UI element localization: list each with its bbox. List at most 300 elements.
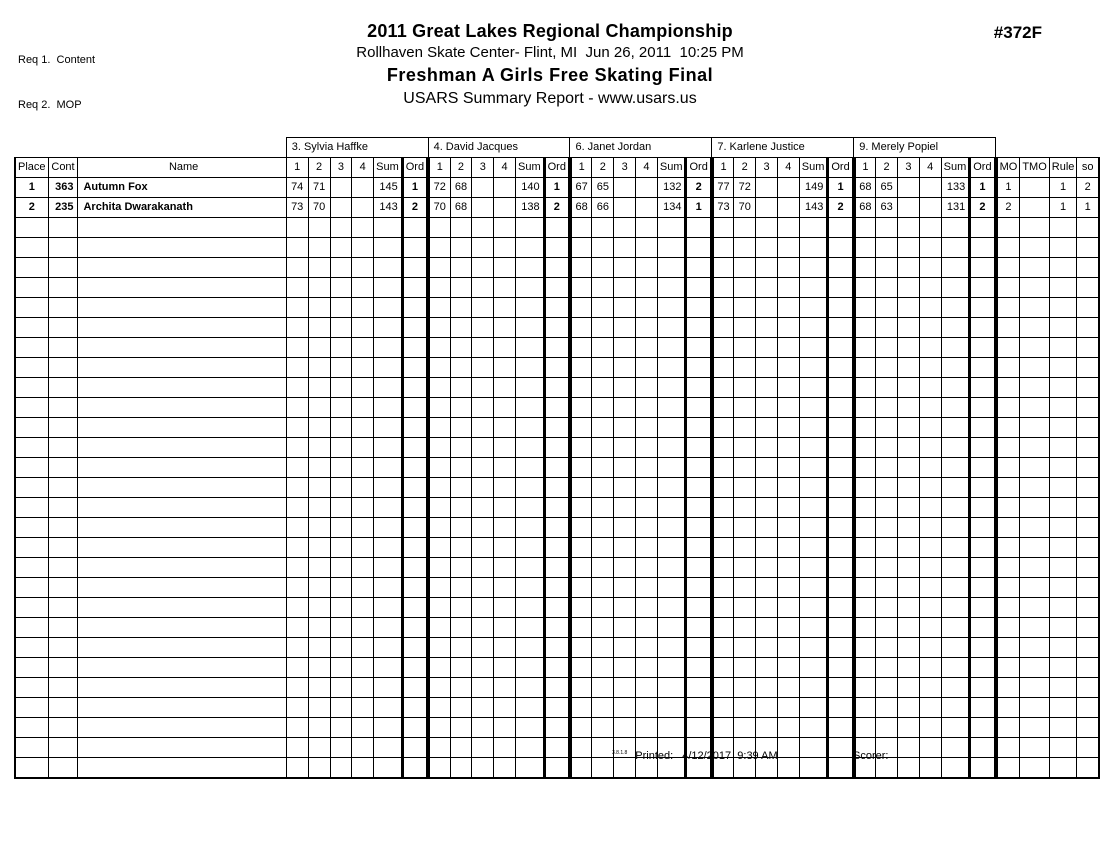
ordinal-cell (402, 258, 428, 278)
mark-cell (636, 318, 658, 338)
sum-cell (515, 718, 544, 738)
mark-cell (734, 578, 756, 598)
skater-name-cell (78, 258, 286, 278)
mark-cell (614, 298, 636, 318)
place-cell (15, 238, 48, 258)
mo-cell (996, 738, 1020, 758)
sum-cell: 149 (799, 178, 828, 198)
ordinal-cell (970, 538, 996, 558)
mark-cell (919, 478, 941, 498)
ordinal-cell (686, 458, 712, 478)
mark-cell (854, 438, 876, 458)
sum-cell (657, 238, 686, 258)
mark-cell (854, 278, 876, 298)
col-header-judge1-ord: Ord (402, 158, 428, 178)
mark-cell (636, 338, 658, 358)
sum-cell: 140 (515, 178, 544, 198)
so-cell (1077, 338, 1099, 358)
mark-cell (614, 678, 636, 698)
col-header-judge2-sum: Sum (515, 158, 544, 178)
mark-cell (636, 578, 658, 598)
skater-name-cell (78, 318, 286, 338)
mark-cell (712, 718, 734, 738)
mark-cell (734, 558, 756, 578)
so-cell (1077, 638, 1099, 658)
mark-cell (777, 258, 799, 278)
mark-cell (352, 678, 374, 698)
score-table (14, 137, 1100, 779)
mark-cell (876, 558, 898, 578)
mark-cell (592, 598, 614, 618)
mark-cell (854, 378, 876, 398)
sum-cell (515, 258, 544, 278)
judge-name-header-4: 7. Karlene Justice (712, 138, 854, 158)
sum-cell (374, 278, 403, 298)
mark-cell (734, 518, 756, 538)
skater-name-cell (78, 618, 286, 638)
mark-cell (756, 478, 778, 498)
mark-cell (570, 498, 592, 518)
mark-cell (428, 698, 450, 718)
sum-cell (799, 358, 828, 378)
sum-cell (515, 238, 544, 258)
ordinal-cell (970, 498, 996, 518)
so-cell (1077, 498, 1099, 518)
tmo-cell (1020, 638, 1049, 658)
mark-cell (919, 538, 941, 558)
sum-cell (657, 418, 686, 438)
ordinal-cell (686, 398, 712, 418)
mark-cell (494, 198, 516, 218)
ordinal-cell (828, 398, 854, 418)
mark-cell (450, 438, 472, 458)
report-type-line: USARS Summary Report - www.usars.us (403, 90, 697, 107)
contestant-number-cell (48, 618, 78, 638)
sum-cell (941, 438, 970, 458)
mark-cell (472, 378, 494, 398)
ordinal-cell (544, 598, 570, 618)
table-row (15, 178, 1099, 198)
ordinal-cell (970, 338, 996, 358)
mark-cell (286, 358, 308, 378)
rule-cell (1049, 318, 1077, 338)
mark-cell (472, 498, 494, 518)
place-cell (15, 558, 48, 578)
col-header-judge5-2: 2 (876, 158, 898, 178)
rule-cell (1049, 738, 1077, 758)
mark-cell (472, 658, 494, 678)
mark-cell (614, 318, 636, 338)
mark-cell (854, 578, 876, 598)
mark-cell (286, 378, 308, 398)
mark-cell (919, 658, 941, 678)
ordinal-cell (686, 338, 712, 358)
mark-cell (352, 578, 374, 598)
mark-cell (428, 558, 450, 578)
mark-cell (636, 418, 658, 438)
ordinal-cell (544, 618, 570, 638)
contestant-number-cell (48, 238, 78, 258)
ordinal-cell (970, 438, 996, 458)
mark-cell (450, 338, 472, 358)
sum-cell (941, 318, 970, 338)
mark-cell (636, 618, 658, 638)
ordinal-cell (970, 758, 996, 779)
ordinal-cell (544, 558, 570, 578)
mark-cell (876, 278, 898, 298)
mark-cell (592, 218, 614, 238)
mo-cell (996, 458, 1020, 478)
mark-cell (876, 638, 898, 658)
mo-cell (996, 218, 1020, 238)
mark-cell (919, 598, 941, 618)
mark-cell (592, 558, 614, 578)
place-cell (15, 378, 48, 398)
mark-cell (308, 498, 330, 518)
skater-name-cell: Autumn Fox (78, 178, 286, 198)
mark-cell (286, 418, 308, 438)
tmo-cell (1020, 278, 1049, 298)
mark-cell (636, 698, 658, 718)
mark-cell (352, 518, 374, 538)
mark-cell (712, 678, 734, 698)
skater-name-cell (78, 638, 286, 658)
sum-cell (799, 278, 828, 298)
ordinal-cell (686, 378, 712, 398)
sum-cell (941, 338, 970, 358)
ordinal-cell (686, 358, 712, 378)
mark-cell (330, 718, 352, 738)
mark-cell (330, 638, 352, 658)
ordinal-cell (402, 538, 428, 558)
rule-cell (1049, 618, 1077, 638)
mark-cell (712, 458, 734, 478)
mark-cell (494, 738, 516, 758)
skater-name-cell (78, 738, 286, 758)
skater-name-cell (78, 438, 286, 458)
ordinal-cell (828, 378, 854, 398)
rule-cell (1049, 278, 1077, 298)
mark-cell (777, 678, 799, 698)
ordinal-cell (402, 298, 428, 318)
mark-cell (734, 698, 756, 718)
mark-cell: 73 (712, 198, 734, 218)
ordinal-cell (402, 718, 428, 738)
mark-cell: 63 (876, 198, 898, 218)
mark-cell (854, 258, 876, 278)
col-header-judge5-sum: Sum (941, 158, 970, 178)
sum-cell (515, 578, 544, 598)
sum-cell (515, 398, 544, 418)
ordinal-cell (544, 638, 570, 658)
place-cell (15, 338, 48, 358)
empty-row (15, 518, 1099, 538)
sum-cell (515, 678, 544, 698)
mo-cell (996, 418, 1020, 438)
mark-cell (352, 258, 374, 278)
mark-cell (777, 398, 799, 418)
mark-cell (570, 418, 592, 438)
sum-cell (941, 658, 970, 678)
mark-cell (472, 638, 494, 658)
mark-cell: 65 (876, 178, 898, 198)
ordinal-cell (828, 618, 854, 638)
mark-cell (494, 758, 516, 779)
sum-cell (657, 458, 686, 478)
ordinal-cell (402, 758, 428, 779)
mark-cell (734, 438, 756, 458)
mark-cell (734, 278, 756, 298)
sum-cell (941, 418, 970, 438)
mark-cell (330, 578, 352, 598)
mark-cell: 68 (854, 178, 876, 198)
mark-cell (854, 678, 876, 698)
ordinal-cell (828, 238, 854, 258)
mark-cell (352, 538, 374, 558)
mark-cell (592, 518, 614, 538)
so-cell (1077, 358, 1099, 378)
sum-cell (657, 358, 686, 378)
sum-cell (374, 378, 403, 398)
ordinal-cell (402, 598, 428, 618)
mark-cell (854, 238, 876, 258)
mark-cell: 77 (712, 178, 734, 198)
contestant-number-cell (48, 418, 78, 438)
mark-cell (919, 278, 941, 298)
mark-cell (712, 538, 734, 558)
mark-cell (712, 498, 734, 518)
contestant-number-cell (48, 598, 78, 618)
mark-cell (898, 338, 920, 358)
so-cell (1077, 218, 1099, 238)
tmo-cell (1020, 238, 1049, 258)
sum-cell (374, 258, 403, 278)
mo-cell (996, 298, 1020, 318)
judge-name-header-3: 6. Janet Jordan (570, 138, 712, 158)
mark-cell (898, 438, 920, 458)
sum-cell (374, 718, 403, 738)
mark-cell (428, 518, 450, 538)
mark-cell (330, 298, 352, 318)
empty-row (15, 698, 1099, 718)
sum-cell (515, 758, 544, 779)
mark-cell (734, 378, 756, 398)
col-header-judge4-2: 2 (734, 158, 756, 178)
mark-cell (494, 178, 516, 198)
rule-cell (1049, 258, 1077, 278)
so-cell (1077, 518, 1099, 538)
sum-cell (941, 538, 970, 558)
mark-cell (636, 718, 658, 738)
mark-cell (614, 538, 636, 558)
so-cell (1077, 398, 1099, 418)
mark-cell (854, 358, 876, 378)
ordinal-cell (970, 738, 996, 758)
mark-cell (286, 558, 308, 578)
col-header-judge4-1: 1 (712, 158, 734, 178)
mark-cell (614, 218, 636, 238)
ordinal-cell (828, 578, 854, 598)
rule-cell (1049, 718, 1077, 738)
sum-cell (941, 358, 970, 378)
mark-cell (352, 198, 374, 218)
sum-cell (941, 478, 970, 498)
mo-cell (996, 338, 1020, 358)
mark-cell (494, 618, 516, 638)
mark-cell (352, 438, 374, 458)
col-header-judge1-2: 2 (308, 158, 330, 178)
mark-cell (308, 558, 330, 578)
sum-cell (799, 578, 828, 598)
mark-cell (636, 518, 658, 538)
mark-cell (854, 298, 876, 318)
ordinal-cell (970, 638, 996, 658)
mark-cell (614, 438, 636, 458)
place-cell (15, 698, 48, 718)
mark-cell (428, 338, 450, 358)
sum-cell (799, 558, 828, 578)
mark-cell: 68 (450, 198, 472, 218)
ordinal-cell: 1 (402, 178, 428, 198)
mark-cell (472, 278, 494, 298)
ordinal-cell (544, 398, 570, 418)
col-header-rule: Rule (1049, 158, 1077, 178)
skater-name-cell (78, 358, 286, 378)
mark-cell (570, 258, 592, 278)
mark-cell (308, 538, 330, 558)
sum-cell (374, 618, 403, 638)
tmo-cell (1020, 538, 1049, 558)
mo-cell (996, 258, 1020, 278)
mark-cell (308, 258, 330, 278)
sum-cell (799, 638, 828, 658)
empty-row (15, 758, 1099, 779)
mark-cell (756, 578, 778, 598)
mark-cell (919, 618, 941, 638)
mark-cell (777, 418, 799, 438)
mark-cell (308, 358, 330, 378)
mark-cell (636, 598, 658, 618)
sum-cell (941, 398, 970, 418)
mark-cell (777, 198, 799, 218)
mark-cell (777, 318, 799, 338)
mark-cell (308, 518, 330, 538)
ordinal-cell (544, 538, 570, 558)
rule-cell (1049, 338, 1077, 358)
mark-cell: 68 (450, 178, 472, 198)
sum-cell (374, 518, 403, 538)
mark-cell (308, 638, 330, 658)
sum-cell (799, 478, 828, 498)
ordinal-cell (686, 698, 712, 718)
ordinal-cell (402, 398, 428, 418)
sum-cell (374, 678, 403, 698)
col-header-tmo: TMO (1020, 158, 1049, 178)
mark-cell (614, 618, 636, 638)
ordinal-cell (828, 678, 854, 698)
mark-cell (919, 358, 941, 378)
mo-cell: 1 (996, 178, 1020, 198)
ordinal-cell (402, 618, 428, 638)
mark-cell (428, 238, 450, 258)
mark-cell (919, 318, 941, 338)
mark-cell (428, 318, 450, 338)
rule-cell: 1 (1049, 198, 1077, 218)
software-version: 3.8.1.8 (612, 750, 628, 756)
document-number: #372F (993, 23, 1042, 42)
col-header-cont: Cont (48, 158, 78, 178)
contestant-number-cell (48, 678, 78, 698)
place-cell (15, 298, 48, 318)
mark-cell (898, 418, 920, 438)
place-cell (15, 498, 48, 518)
mark-cell (854, 418, 876, 438)
ordinal-cell (402, 218, 428, 238)
skater-name-cell (78, 698, 286, 718)
sum-cell (799, 758, 828, 779)
mark-cell (777, 738, 799, 758)
mark-cell (734, 678, 756, 698)
place-cell (15, 318, 48, 338)
mark-cell (854, 218, 876, 238)
sum-cell (941, 518, 970, 538)
ordinal-cell (828, 558, 854, 578)
mark-cell (428, 438, 450, 458)
tmo-cell (1020, 178, 1049, 198)
col-header-name: Name (78, 158, 286, 178)
ordinal-cell (544, 718, 570, 738)
sum-cell (657, 658, 686, 678)
mark-cell (494, 558, 516, 578)
mark-cell (308, 398, 330, 418)
ordinal-cell (544, 298, 570, 318)
sum-cell (799, 718, 828, 738)
judge-name-header-5: 9. Merely Popiel (854, 138, 996, 158)
mark-cell (636, 238, 658, 258)
skater-name-cell (78, 478, 286, 498)
mark-cell (854, 518, 876, 538)
skater-name-cell (78, 218, 286, 238)
mark-cell (330, 658, 352, 678)
tmo-cell (1020, 598, 1049, 618)
ordinal-cell (828, 638, 854, 658)
ordinal-cell (970, 718, 996, 738)
place-cell (15, 278, 48, 298)
mo-cell (996, 318, 1020, 338)
mo-cell (996, 558, 1020, 578)
skater-name-cell (78, 238, 286, 258)
mark-cell: 67 (570, 178, 592, 198)
mark-cell (636, 378, 658, 398)
mark-cell (450, 518, 472, 538)
mark-cell (876, 498, 898, 518)
mark-cell (777, 238, 799, 258)
mark-cell (570, 458, 592, 478)
ordinal-cell (970, 578, 996, 598)
ordinal-cell (402, 458, 428, 478)
mark-cell (286, 238, 308, 258)
tmo-cell (1020, 398, 1049, 418)
mark-cell (777, 218, 799, 238)
skater-name-cell (78, 458, 286, 478)
col-header-judge5-4: 4 (919, 158, 941, 178)
mark-cell (592, 438, 614, 458)
mark-cell (756, 538, 778, 558)
contestant-number-cell (48, 438, 78, 458)
mark-cell (570, 278, 592, 298)
mark-cell (352, 318, 374, 338)
venue-date-line: Rollhaven Skate Center- Flint, MI Jun 26, 2011 10:25 PM (356, 44, 744, 61)
